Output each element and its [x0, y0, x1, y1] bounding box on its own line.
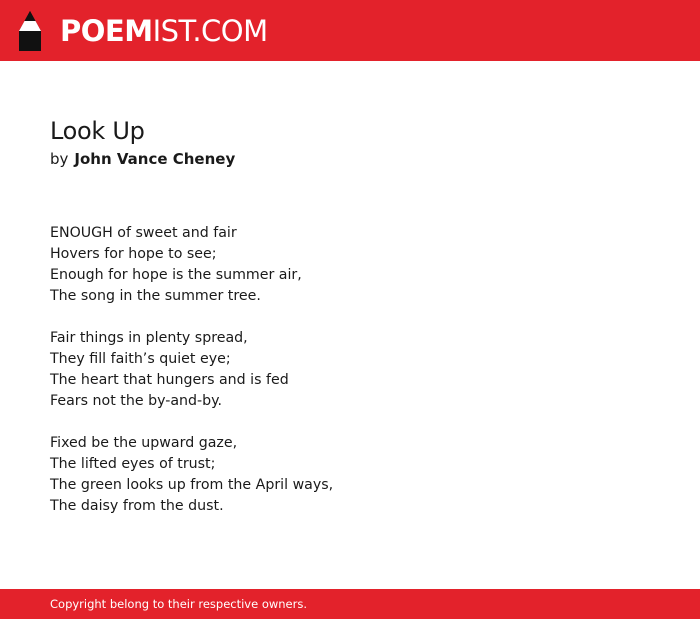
byline-prefix: by	[50, 150, 69, 168]
poem-line: The lifted eyes of trust;	[50, 456, 216, 472]
poem-body	[50, 223, 670, 517]
poem-content	[50, 115, 670, 538]
poem-stanza	[50, 328, 670, 412]
poem-title: Look Up	[50, 117, 145, 145]
poem-line: Fair things in plenty spread,	[50, 330, 248, 346]
poem-line: Fears not the by-and-by.	[50, 393, 223, 409]
brand-name	[60, 13, 268, 48]
poem-line: The heart that hungers and is fed	[50, 372, 289, 388]
poem-line: Enough for hope is the summer air,	[50, 267, 302, 283]
poem-byline	[50, 147, 670, 171]
poem-line: They fill faith’s quiet eye;	[50, 351, 231, 367]
brand-name-light: IST.COM	[152, 13, 268, 48]
poem-line: The daisy from the dust.	[50, 498, 224, 514]
brand-name-bold: POEM	[60, 13, 153, 48]
poem-line: Hovers for hope to see;	[50, 246, 217, 262]
poem-stanza	[50, 223, 670, 307]
poem-stanza	[50, 433, 670, 517]
site-header	[0, 0, 700, 61]
poem-author: John Vance Cheney	[74, 150, 236, 168]
site-logo-link[interactable]	[16, 8, 268, 54]
site-footer	[0, 589, 700, 619]
copyright-notice: Copyright belong to their respective owners.	[50, 597, 308, 611]
poem-line: Fixed be the upward gaze,	[50, 435, 238, 451]
pencil-icon	[16, 9, 44, 53]
poem-line: ENOUGH of sweet and fair	[50, 225, 237, 241]
poem-line: The green looks up from the April ways,	[50, 477, 334, 493]
poem-line: The song in the summer tree.	[50, 288, 261, 304]
